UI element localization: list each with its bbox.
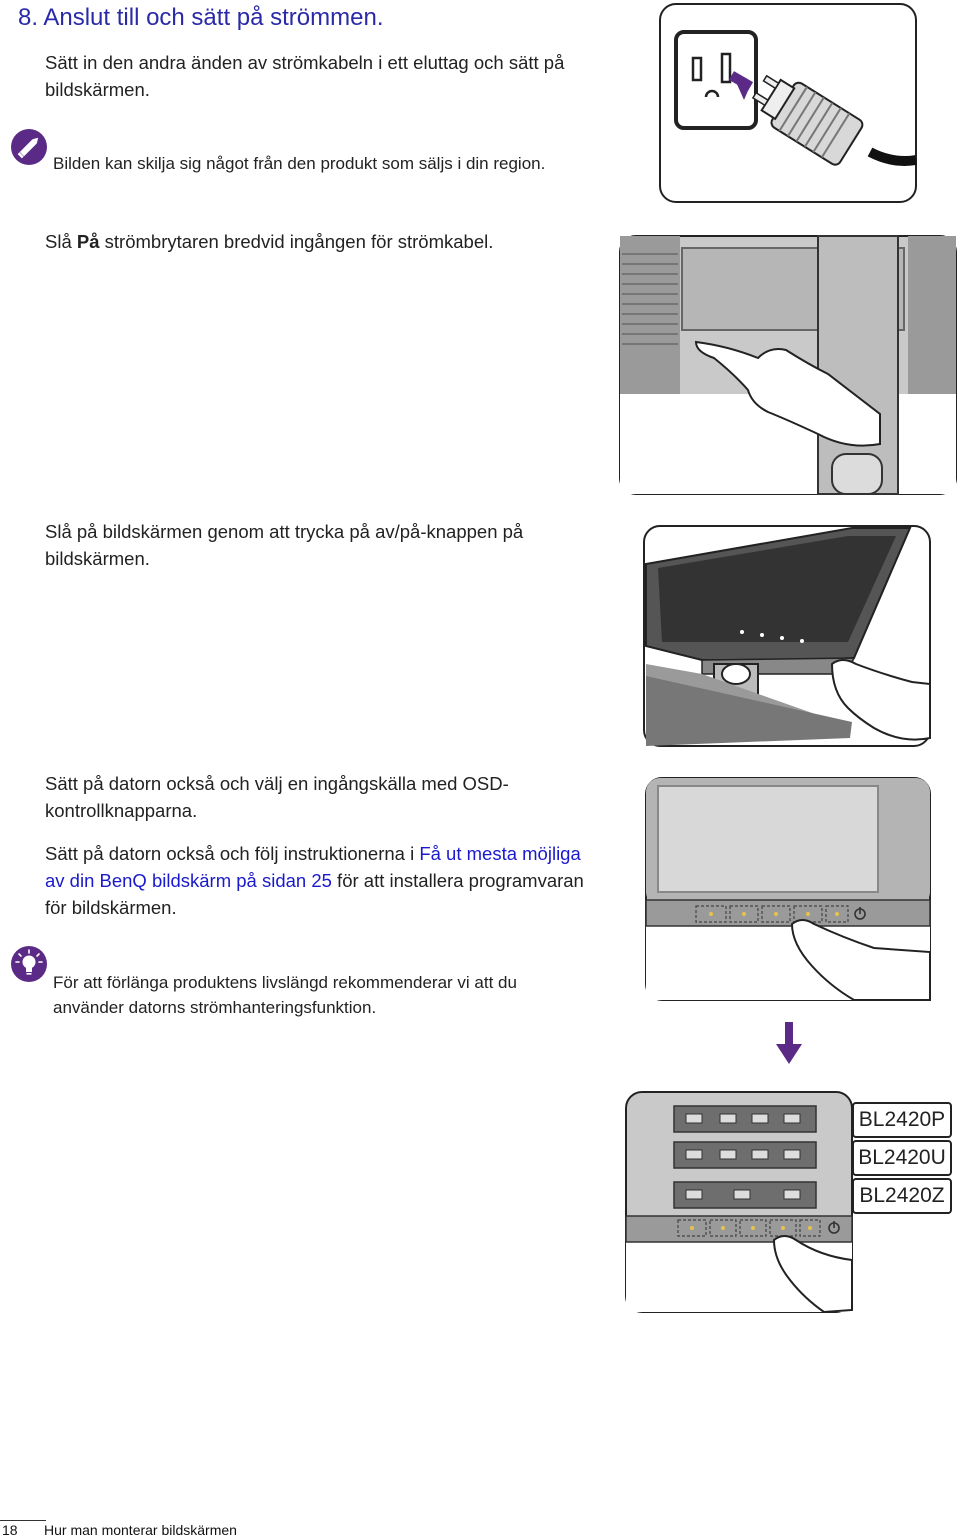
install-link[interactable]: Få ut mesta möjliga av din BenQ bildskärm på sidan 25 (45, 843, 581, 891)
osd-select-instruction: Sätt på datorn också och välj en ingångskälla med OSD-kontrollknapparna. (45, 773, 509, 821)
monitor-power-button-illustration (642, 524, 932, 750)
plug-in-instruction: Sätt in den andra änden av strömkabeln i ett eluttag och sätt på bildskärmen. (45, 52, 565, 100)
switch-bold: På (76, 231, 100, 252)
switch-prefix: Slå (45, 231, 77, 252)
model-connectors-illustration (624, 1090, 854, 1314)
install-software-instruction (45, 840, 585, 921)
install-prefix: Sätt på datorn också och följ instruktionerna i (45, 843, 420, 864)
pencil-note-text: Bilden kan skilja sig något från den produkt som säljs i din region. (53, 154, 546, 173)
model-label-bl2420p: BL2420P (852, 1102, 952, 1138)
switch-suffix: strömbrytaren bredvid ingången för strömkabel. (99, 231, 494, 252)
arrow-down-icon (776, 1022, 802, 1064)
model-label-bl2420z: BL2420Z (852, 1178, 952, 1214)
power-button-instruction: Slå på bildskärmen genom att trycka på av/på-knappen på bildskärmen. (45, 521, 524, 569)
outlet-plug-illustration (658, 2, 920, 206)
footer-rule (0, 1520, 46, 1521)
front-bezel-buttons-illustration (644, 776, 932, 1002)
model-label-bl2420u: BL2420U (852, 1140, 952, 1176)
section-heading: 8. Anslut till och sätt på strömmen. (18, 4, 384, 31)
page-number: 18 (2, 1522, 18, 1538)
power-switch-instruction (45, 228, 605, 255)
lightbulb-icon (10, 945, 48, 983)
power-switch-illustration (618, 234, 958, 498)
tip-note-text: För att förlänga produktens livslängd rekommenderar vi att du använder datorns strömhanteringsfunktion. (53, 973, 517, 1017)
pencil-icon (10, 128, 48, 166)
install-suffix: för att installera programvaran för bildskärmen. (45, 870, 584, 918)
footer-chapter-title: Hur man monterar bildskärmen (44, 1522, 237, 1538)
